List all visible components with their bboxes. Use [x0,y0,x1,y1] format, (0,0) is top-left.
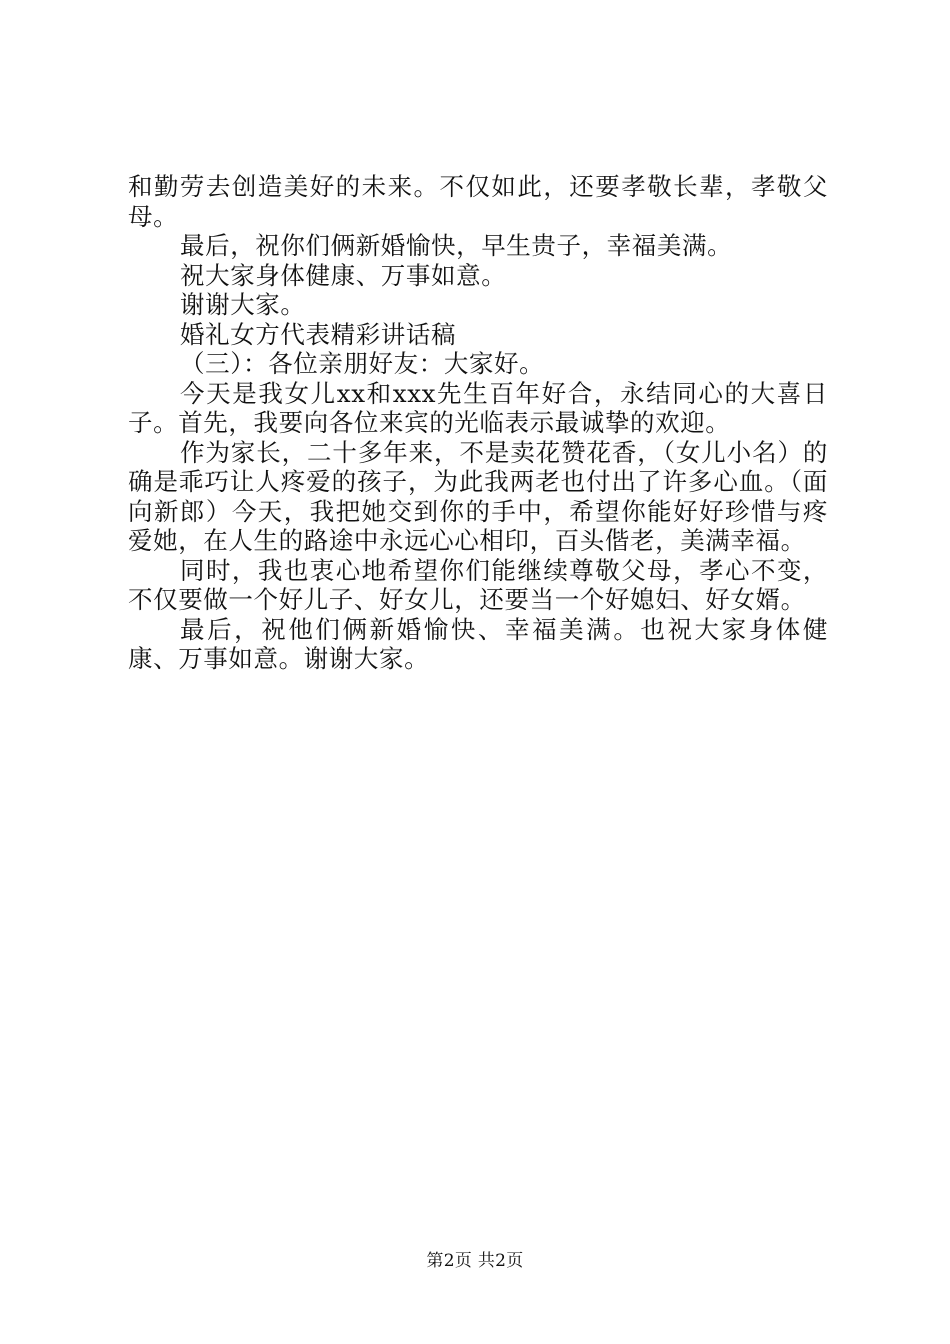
paragraph-hope: 同时，我也衷心地希望你们能继续尊敬父母，孝心不变，不仅要做一个好儿子、好女儿，还要当一个好媳妇、好女婿。 [128,555,828,614]
speech-title: 婚礼女方代表精彩讲话稿 [180,319,457,349]
paragraph-closing-wish: 最后，祝你们俩新婚愉快，早生贵子，幸福美满。 [180,231,733,260]
paragraph-welcome: 今天是我女儿xx和xxx先生百年好合，永结同心的大喜日子。首先，我要向各位来宾的光临表示最诚挚的欢迎。 [128,378,828,437]
speech-greeting: （三）：各位亲朋好友：大家好。 [180,349,545,378]
paragraph-health-wish: 祝大家身体健康、万事如意。 [180,260,507,290]
paragraph-final-wish: 最后，祝他们俩新婚愉快、幸福美满。也祝大家身体健康、万事如意。谢谢大家。 [128,614,828,673]
page-number-footer: 第2页 共2页 [426,1251,524,1271]
paragraph-thanks: 谢谢大家。 [180,290,306,319]
paragraph-parents: 作为家长，二十多年来，不是卖花赞花香，（女儿小名）的确是乖巧让人疼爱的孩子，为此我两老也付出了许多心血。（面向新郎）今天，我把她交到你的手中，希望你能好好珍惜与疼爱她，在人生的路途中永远心心相印，百头偕老，美满幸福。 [128,437,828,555]
paragraph-continuation: 和勤劳去创造美好的未来。不仅如此，还要孝敬长辈，孝敬父母。 [128,172,828,231]
document-body [128,172,828,674]
